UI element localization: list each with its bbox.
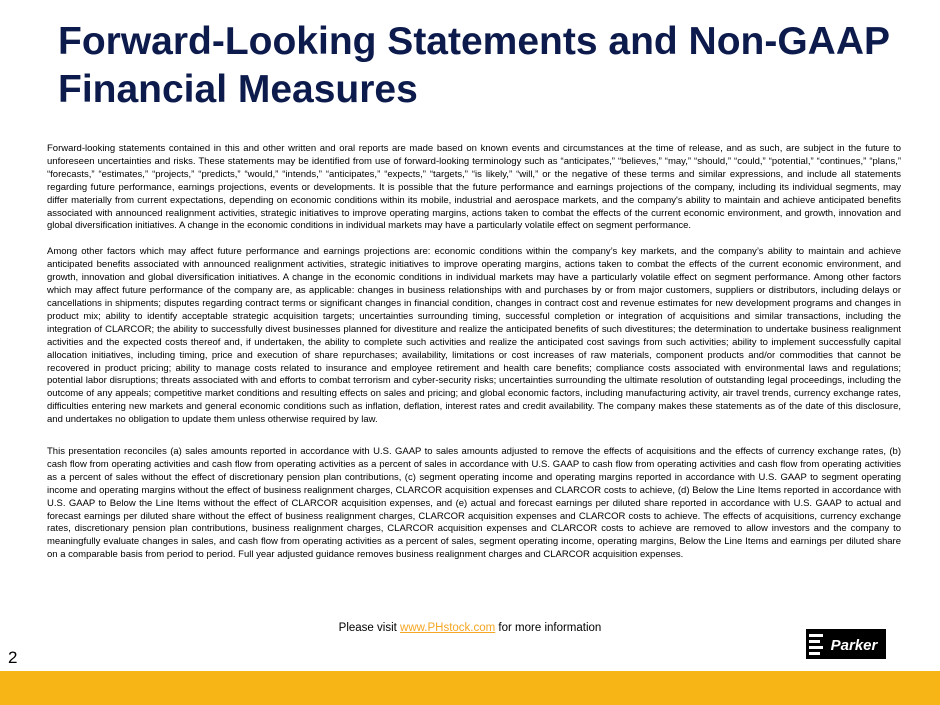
logo-wordmark: Parker — [830, 637, 878, 654]
visit-prefix: Please visit — [338, 622, 401, 634]
non-gaap-paragraph: This presentation reconciles (a) sales amounts reported in accordance with U.S. GAAP to sales amounts adjusted to remove the effects of acquisitions and the effects of currency exchange rates, (b) cash flow from operating activities and cash flow from operating activities as a percent of sales in accordance with U.S. GAAP to cash flow from operating activities and cash flow from operating activities as a percent of sales without the effect of discretionary pension plan contributions, (c) segment operating income and operating margins reported in accordance with U.S. GAAP to segment operating income and operating margins without the effect of business realignment charges, CLARCOR acquisition expenses and CLARCOR costs to achieve, (d) Below the Line Items reported in accordance with U.S. GAAP to Below the Line Items without the effect of CLARCOR acquisition expenses, and (e) actual and forecast earnings per diluted share reported in accordance with U.S. GAAP to actual and forecast earnings per diluted share without the effect of business realignment charges, CLARCOR acquisition expenses and CLARCOR costs to achieve. The effects of acquisitions, currency exchange rates, discretionary pension plan contributions, business realignment charges, CLARCOR acquisition expenses and CLARCOR costs to achieve are removed to allow investors and the company to meaningfully evaluate changes in sales, and cash flow from operating activities as a percent of sales, segment operating income, operating margins, Below the Line Items and earnings per diluted share on a comparable basis from period to period. Full year adjusted guidance removes business realignment charges and CLARCOR acquisition expenses. — [47, 446, 901, 561]
page-title: Forward-Looking Statements and Non-GAAP Financial Measures — [58, 20, 890, 111]
visit-suffix: for more information — [495, 622, 602, 634]
page-number: 2 — [8, 648, 18, 667]
parker-logo — [806, 629, 886, 659]
phstock-link[interactable]: www.PHstock.com — [400, 622, 496, 634]
footer-bar — [0, 671, 940, 705]
visit-line — [0, 621, 940, 635]
risk-factors-paragraph: Among other factors which may affect future performance and earnings projections are: economic conditions within the company’s key markets, and the company’s ability to maintain and achieve anticipated benefits associated with announced realignment activities, strategic initiatives to improve operating margins, actions taken to combat the effects of the current economic environment, and growth, innovation and global diversification initiatives. A change in the economic conditions in individual markets may have a particularly volatile effect on segment performance. Among other factors which may affect future performance of the company are, as applicable: changes in business relationships with and purchases by or from major customers, suppliers or distributors, including delays or cancellations in shipments; disputes regarding contract terms or significant changes in financial condition, changes in contract cost and revenue estimates for new development programs and changes in product mix; ability to identify acceptable strategic acquisition targets; uncertainties surrounding timing, successful completion or integration of acquisitions and similar transactions, including the integration of CLARCOR; the ability to successfully divest businesses planned for divestiture and realize the anticipated benefits of such divestitures; the determination to undertake business realignment activities and the expected costs thereof and, if undertaken, the ability to complete such activities and realize the anticipated cost savings from such activities; ability to implement successfully capital allocation initiatives, including timing, price and execution of share repurchases; availability, limitations or cost increases of raw materials, component products and/or commodities that cannot be recovered in product pricing; ability to manage costs related to insurance and employee retirement and health care benefits; compliance costs associated with environmental laws and regulations; potential labor disruptions; threats associated with and efforts to combat terrorism and cyber-security risks; uncertainties surrounding the ultimate resolution of outstanding legal proceedings, including the outcome of any appeals; competitive market conditions and resulting effects on sales and pricing; and global economic factors, including manufacturing activity, air travel trends, currency exchange rates, difficulties entering new markets and general economic conditions such as inflation, deflation, interest rates and credit availability. The company makes these statements as of the date of this disclosure, and undertakes no obligation to update them unless otherwise required by law. — [47, 246, 901, 426]
forward-looking-paragraph: Forward-looking statements contained in this and other written and oral reports are made based on known events and circumstances at the time of release, and as such, are subject in the future to unforeseen uncertainties and risks. These statements may be identified from use of forward-looking terminology such as “anticipates,” “believes,” “may,” “should,” “could,” “potential,” “continues,” “plans,” “forecasts,” “estimates,” “projects,” “predicts,” “would,” “intends,” “anticipates,” “expects,” “targets,” “is likely,” “will,” or the negative of these terms and similar expressions, and include all statements regarding future performance, earnings projections, events or developments. It is possible that the future performance and earnings projections of the company, including its individual segments, may differ materially from current expectations, depending on economic conditions within its mobile, industrial and aerospace markets, and the company's ability to maintain and achieve anticipated benefits associated with announced realignment activities, strategic initiatives to improve operating margins, actions taken to combat the effects of the current economic environment, and growth, innovation and global diversification initiatives. A change in the economic conditions in individual markets may have a particularly volatile effect on segment performance. — [47, 143, 901, 232]
disclaimer-body — [47, 143, 901, 562]
